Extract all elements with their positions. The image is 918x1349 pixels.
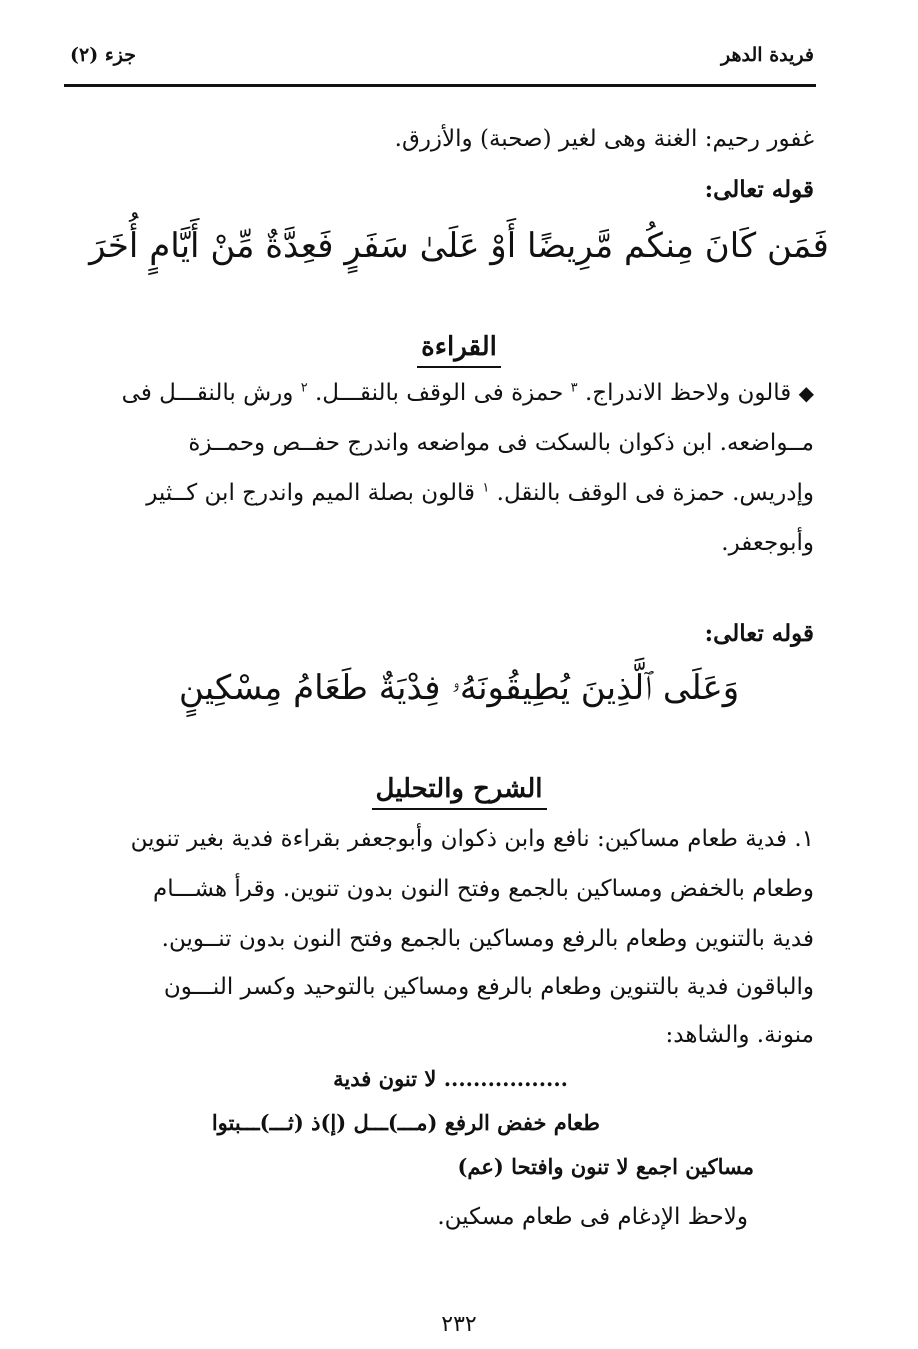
sharh-line-4: والباقون فدية بالتنوين وطعام بالرفع ومساكين بالتوحيد وكسر النـــون	[163, 974, 814, 1000]
poem-line-2: طعام خفض الرفع (مـــ)ـــل (إ)ذ (ثـــ)ـــبتوا	[211, 1110, 600, 1135]
running-header-part: جزء (٢)	[70, 44, 136, 66]
section-heading-sharh	[0, 774, 918, 804]
qiraah-line-1-c: ورش بالنقـــل فى	[121, 380, 294, 406]
qiraah-line-3-a: وإدريس. حمزة فى الوقف بالنقل.	[496, 480, 814, 506]
qiraah-heading-text: القراءة	[417, 332, 501, 368]
qiraah-line-1-a: قالون ولاحظ الاندراج.	[584, 380, 792, 406]
poem-line-1: ................. لا تنون فدية	[333, 1066, 568, 1091]
footnote-ref-1: ١	[482, 480, 490, 496]
qiraah-line-3-b: قالون بصلة الميم واندرج ابن كــثير	[146, 480, 476, 506]
intro-line: غفور رحيم: الغنة وهى لغير (صحبة) والأزرق.	[394, 126, 814, 152]
running-header-title: فريدة الدهر	[721, 44, 814, 66]
diamond-bullet-icon: ◆	[798, 381, 814, 405]
sharh-line-3: فدية بالتنوين وطعام بالرفع ومساكين بالجمع وفتح النون بدون تنــوين.	[161, 926, 814, 952]
footnote-ref-3: ٣	[570, 380, 578, 396]
qiraah-line-1-b: حمزة فى الوقف بالنقـــل.	[314, 380, 564, 406]
qiraah-line-1	[68, 380, 814, 406]
sharh-line-2: وطعام بالخفض ومساكين بالجمع وفتح النون بدون تنوين. وقرأ هشـــام	[153, 876, 814, 902]
page-number: ٢٣٢	[441, 1312, 477, 1337]
poem-line-3: مساكين اجمع لا تنون وافتحا (عم)	[457, 1154, 754, 1179]
sharh-heading-text: الشرح والتحليل	[372, 774, 547, 810]
header-rule	[64, 84, 816, 87]
verse-label-1: قوله تعالى:	[704, 176, 814, 203]
quran-verse-1: فَمَن كَانَ مِنكُم مَّرِيضًا أَوْ عَلَىٰ سَفَرٍ فَعِدَّةٌ مِّنْ أَيَّامٍ أُخَرَ	[89, 226, 829, 266]
qiraah-line-3	[146, 480, 814, 506]
qiraah-line-2: مــواضعه. ابن ذكوان بالسكت فى مواضعه واندرج حفــص وحمــزة	[188, 430, 814, 456]
qiraah-line-4: وأبوجعفر.	[721, 530, 814, 556]
section-heading-qiraah	[0, 332, 918, 362]
sharh-line-1: ١. فدية طعام مساكين: نافع وابن ذكوان وأبوجعفر بقراءة فدية بغير تنوين	[130, 826, 814, 852]
verse-label-2: قوله تعالى:	[704, 620, 814, 647]
quran-verse-2: وَعَلَى ٱلَّذِينَ يُطِيقُونَهُۥ فِدْيَةٌ طَعَامُ مِسْكِينٍ	[178, 668, 740, 708]
footnote-ref-2: ٢	[300, 380, 308, 396]
closing-line: ولاحظ الإدغام فى طعام مسكين.	[437, 1204, 748, 1230]
sharh-line-5: منونة. والشاهد:	[665, 1022, 814, 1048]
